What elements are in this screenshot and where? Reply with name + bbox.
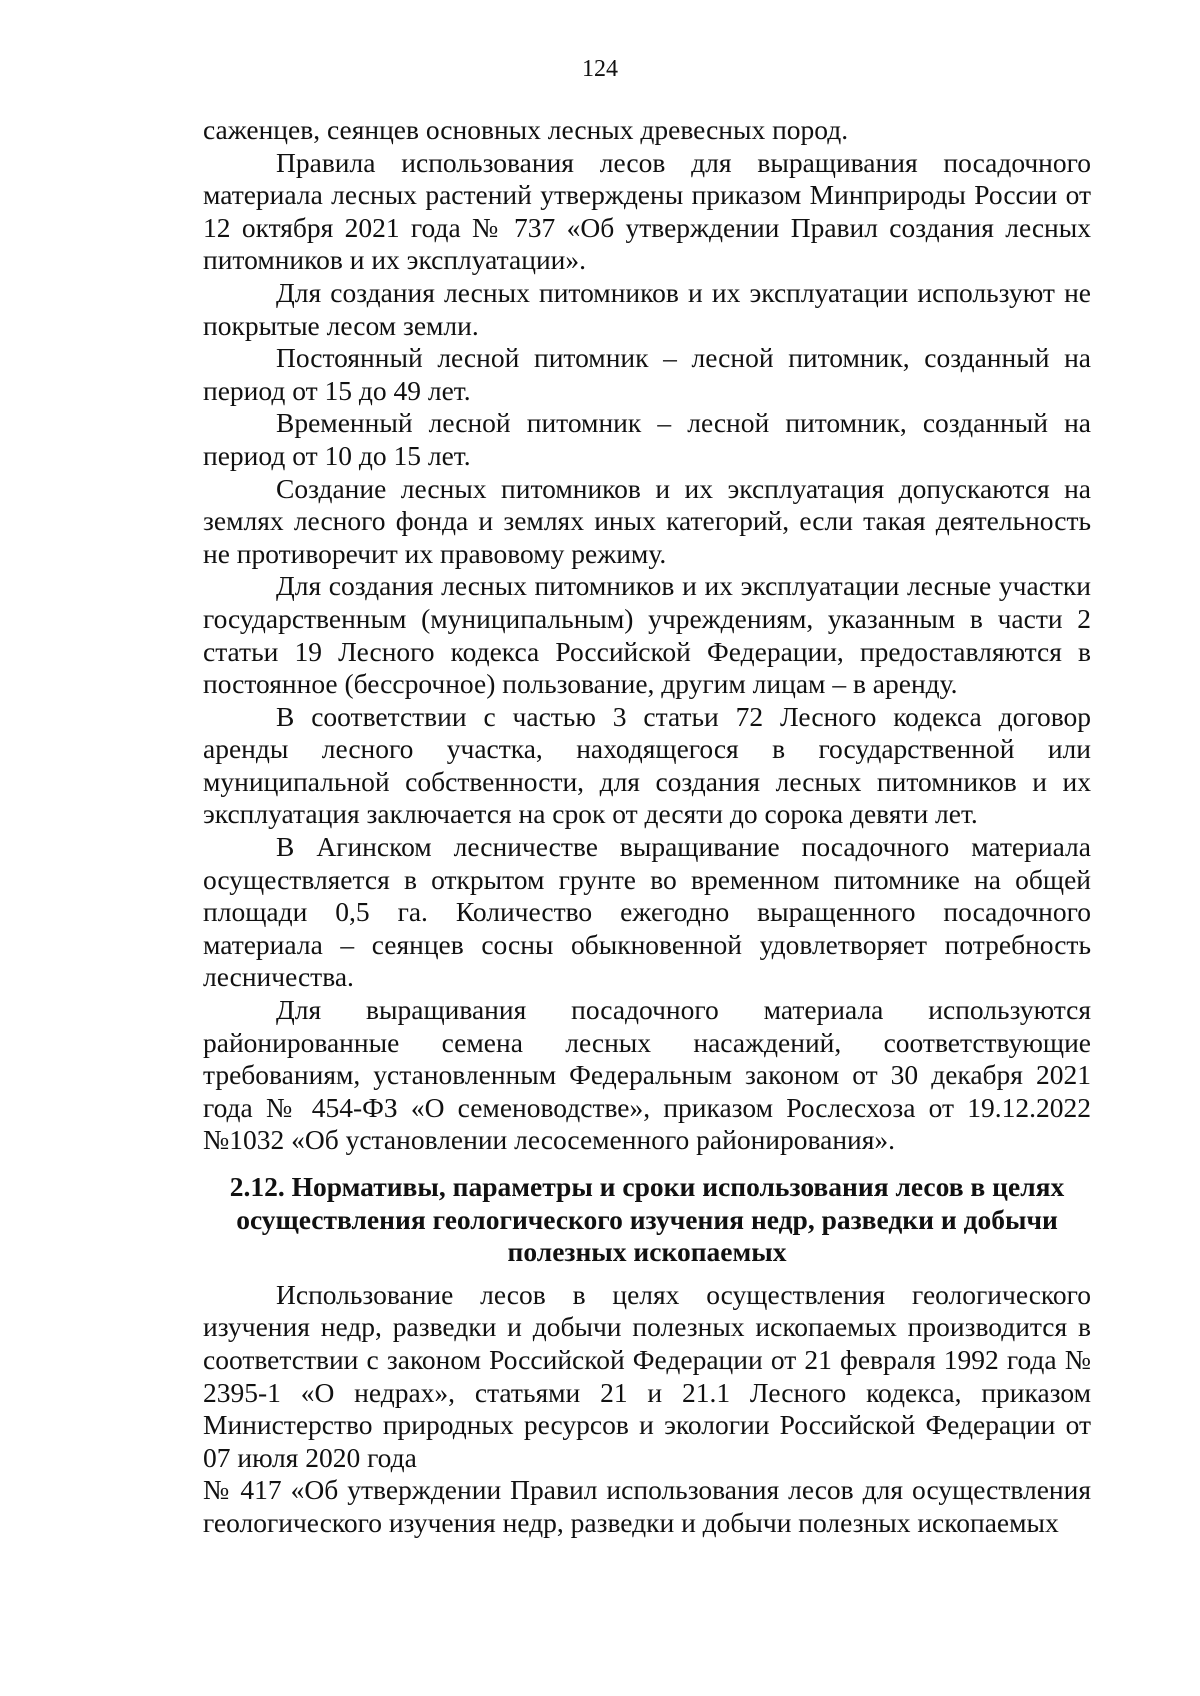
section-heading-line: полезных ископаемых (507, 1236, 787, 1268)
paragraph: Для создания лесных питомников и их эксплуатации используют не покрытые лесом земли. (203, 276, 1091, 341)
paragraph: Для выращивания посадочного материала используются районированные семена лесных насаждений, соответствующие требованиям, установленным Федеральным законом от 30 декабря 2021 года № 454-ФЗ «О семеноводстве», приказом Рослесхоза от 19.12.2022 №1032 «Об установлении лесосеменного районирования». (203, 994, 1091, 1156)
paragraphs-before-heading (203, 114, 1091, 1157)
paragraph: Правила использования лесов для выращивания посадочного материала лесных растений утверждены приказом Минприроды России от 12 октября 2021 года № 737 «Об утверждении Правил создания лесных питомников и их эксплуатации». (203, 146, 1091, 276)
page-number: 124 (582, 56, 618, 82)
paragraph: саженцев, сеянцев основных лесных древесных пород. (203, 114, 849, 145)
section-heading-line: осуществления геологического изучения недр, разведки и добычи (236, 1203, 1058, 1235)
paragraph: Постоянный лесной питомник – лесной питомник, созданный на период от 15 до 49 лет. (203, 342, 1091, 406)
paragraph: Создание лесных питомников и их эксплуатация допускаются на землях лесного фонда и землях иных категорий, если такая деятельность не противоречит их правовому режиму. (203, 472, 1091, 569)
paragraph: № 417 «Об утверждении Правил использования лесов для осуществления геологического изучения недр, разведки и добычи полезных ископаемых (203, 1474, 1091, 1538)
paragraph: Использование лесов в целях осуществления геологического изучения недр, разведки и добычи полезных ископаемых производится в соответствии с законом Российской Федерации от 21 февраля 1992 года № 2395-1 «О недрах», статьями 21 и 21.1 Лесного кодекса, приказом Министерство природных ресурсов и экологии Российской Федерации от 07 июля 2020 года (203, 1278, 1091, 1473)
paragraph: Временный лесной питомник – лесной питомник, созданный на период от 10 до 15 лет. (203, 407, 1091, 471)
paragraph: В Агинском лесничестве выращивание посадочного материала осуществляется в открытом грунте во временном питомнике на общей площади 0,5 га. Количество ежегодно выращенного посадочного материала – сеянцев сосны обыкновенной удовлетворяет потребность лесничества. (203, 831, 1091, 993)
document-body (203, 114, 1091, 1540)
section-heading-line: 2.12. Нормативы, параметры и сроки использования лесов в целях (229, 1171, 1065, 1202)
section-heading (203, 1171, 1091, 1269)
paragraphs-after-heading (203, 1279, 1091, 1540)
paragraph: Для создания лесных питомников и их эксплуатации лесные участки государственным (муниципальным) учреждениям, указанным в части 2 статьи 19 Лесного кодекса Российской Федерации, предоставляются в постоянное (бессрочное) пользование, другим лицам – в аренду. (203, 570, 1091, 700)
paragraph: В соответствии с частью 3 статьи 72 Лесного кодекса договор аренды лесного участка, находящегося в государственной или муниципальной собственности, для создания лесных питомников и их эксплуатация заключается на срок от десяти до сорока девяти лет. (203, 700, 1091, 830)
